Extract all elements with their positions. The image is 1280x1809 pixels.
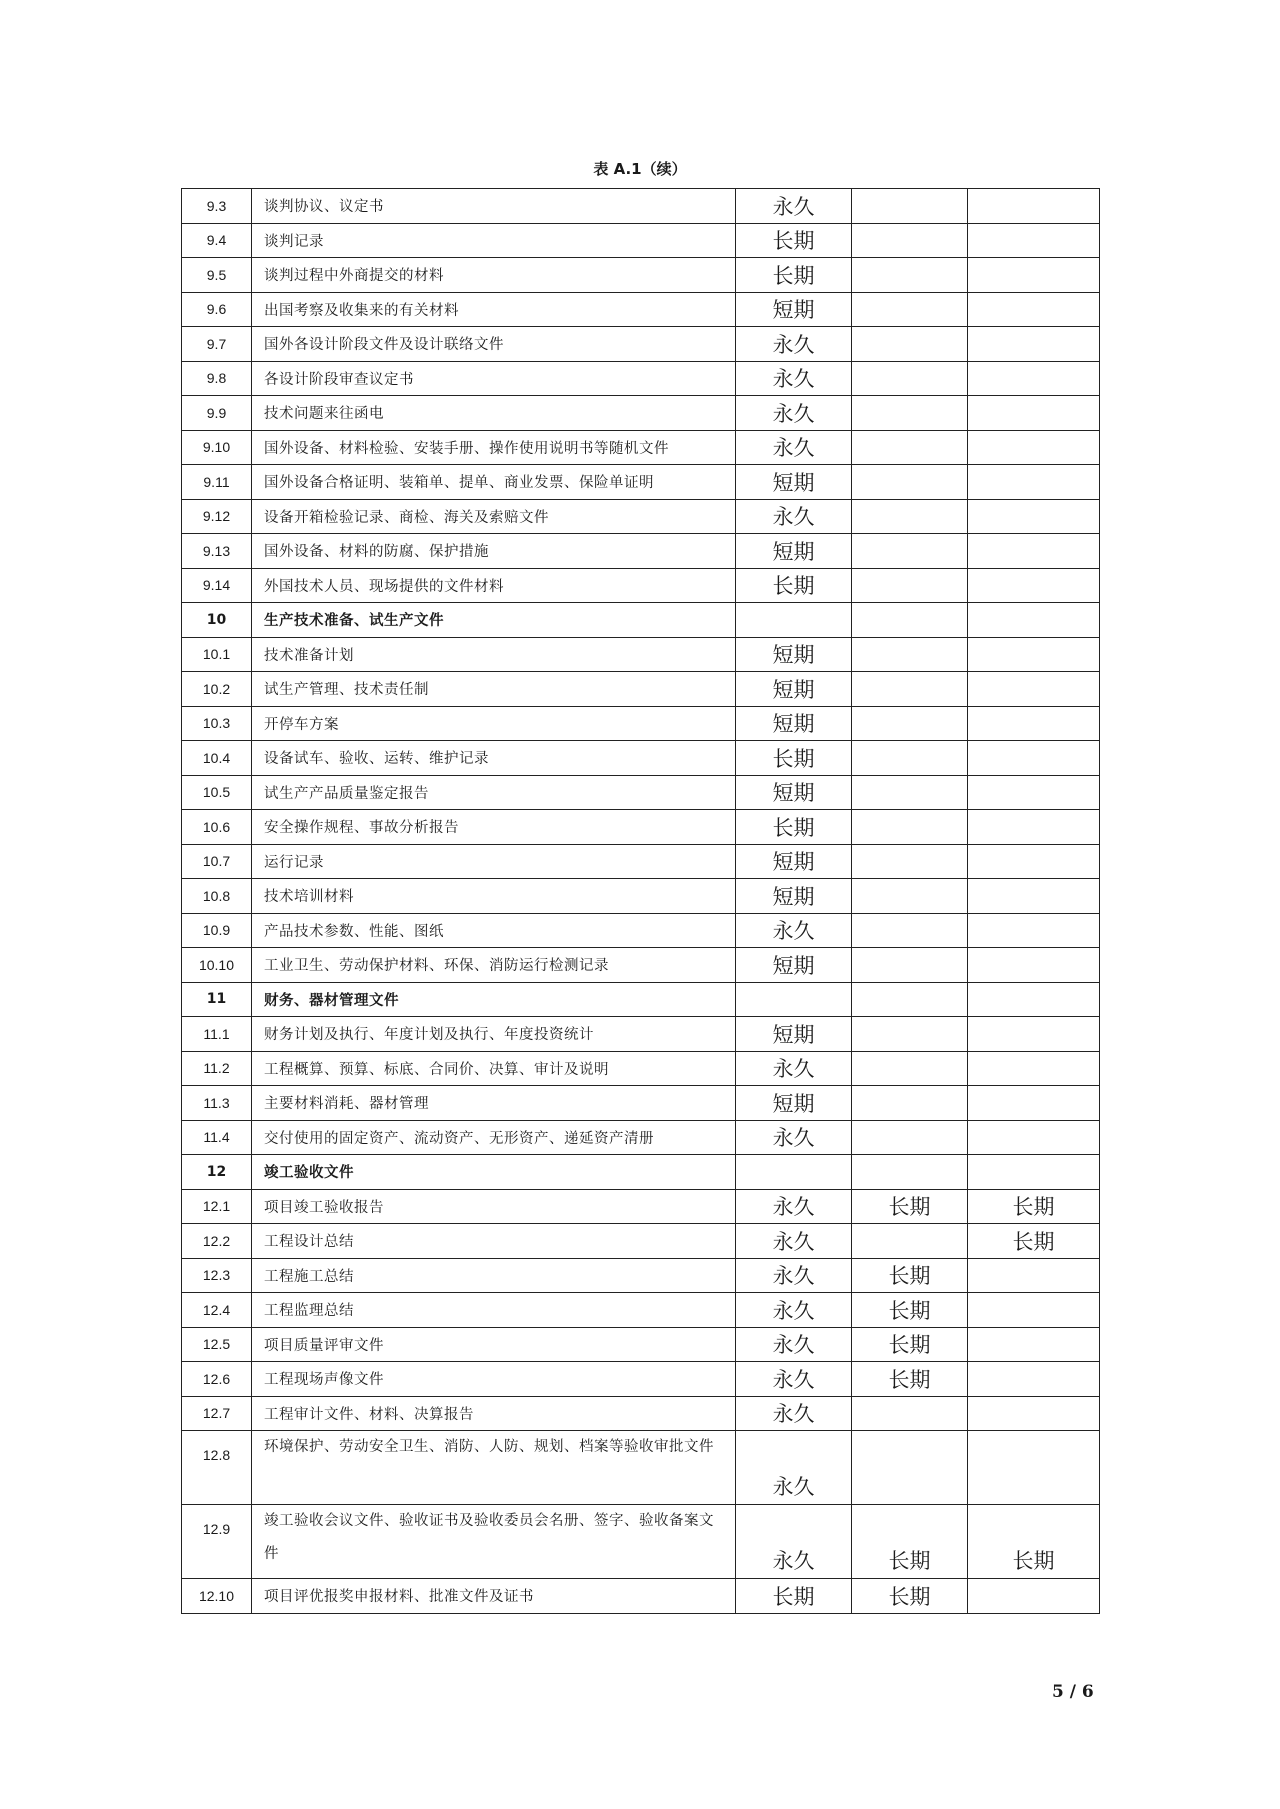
retention-column-3-cell <box>968 1086 1100 1121</box>
retention-column-1-cell: 永久 <box>736 1327 852 1362</box>
table-row <box>182 672 1100 707</box>
retention-column-1-cell: 长期 <box>736 568 852 603</box>
item-description-cell: 工程施工总结 <box>252 1258 736 1293</box>
retention-column-2-cell <box>852 499 968 534</box>
item-number-cell: 9.6 <box>182 292 252 327</box>
item-description-cell: 工业卫生、劳动保护材料、环保、消防运行检测记录 <box>252 948 736 983</box>
item-number-cell: 9.12 <box>182 499 252 534</box>
table-row <box>182 1086 1100 1121</box>
retention-column-3-cell <box>968 982 1100 1017</box>
retention-column-1-cell: 长期 <box>736 810 852 845</box>
item-description-cell: 环境保护、劳动安全卫生、消防、人防、规划、档案等验收审批文件 <box>252 1431 736 1505</box>
table-row <box>182 396 1100 431</box>
item-description-cell: 产品技术参数、性能、图纸 <box>252 913 736 948</box>
retention-column-1-cell: 长期 <box>736 741 852 776</box>
table-row <box>182 223 1100 258</box>
retention-column-1-cell: 短期 <box>736 637 852 672</box>
item-description-cell: 运行记录 <box>252 844 736 879</box>
retention-column-3-cell <box>968 948 1100 983</box>
retention-column-2-cell <box>852 1120 968 1155</box>
retention-column-1-cell: 永久 <box>736 1258 852 1293</box>
table-row <box>182 1431 1100 1505</box>
item-description-cell: 工程设计总结 <box>252 1224 736 1259</box>
retention-column-3-cell <box>968 1362 1100 1397</box>
item-number-cell: 9.11 <box>182 465 252 500</box>
item-number-cell: 9.3 <box>182 189 252 224</box>
retention-column-2-cell <box>852 534 968 569</box>
table-title: 表 A.1（续） <box>593 160 687 178</box>
item-description-cell: 竣工验收文件 <box>252 1155 736 1190</box>
item-description-cell: 设备试车、验收、运转、维护记录 <box>252 741 736 776</box>
retention-column-1-cell: 短期 <box>736 465 852 500</box>
table-row <box>182 189 1100 224</box>
item-description-cell: 技术培训材料 <box>252 879 736 914</box>
retention-column-3-cell <box>968 879 1100 914</box>
retention-column-3-cell <box>968 189 1100 224</box>
retention-column-2-cell: 长期 <box>852 1579 968 1614</box>
retention-column-2-cell <box>852 741 968 776</box>
retention-column-2-cell <box>852 603 968 638</box>
retention-column-2-cell <box>852 258 968 293</box>
retention-column-2-cell <box>852 292 968 327</box>
retention-column-1-cell <box>736 1155 852 1190</box>
retention-column-2-cell: 长期 <box>852 1293 968 1328</box>
item-number-cell: 12.4 <box>182 1293 252 1328</box>
retention-column-1-cell: 永久 <box>736 1189 852 1224</box>
retention-column-3-cell <box>968 223 1100 258</box>
retention-column-3-cell <box>968 465 1100 500</box>
retention-column-3-cell <box>968 1431 1100 1505</box>
retention-column-2-cell <box>852 672 968 707</box>
item-description-cell: 财务计划及执行、年度计划及执行、年度投资统计 <box>252 1017 736 1052</box>
item-description-cell: 国外设备、材料检验、安装手册、操作使用说明书等随机文件 <box>252 430 736 465</box>
table-row <box>182 465 1100 500</box>
retention-column-3-cell <box>968 741 1100 776</box>
retention-column-2-cell <box>852 1051 968 1086</box>
retention-column-3-cell <box>968 603 1100 638</box>
item-number-cell: 9.5 <box>182 258 252 293</box>
item-number-cell: 9.14 <box>182 568 252 603</box>
retention-column-2-cell <box>852 361 968 396</box>
item-number-cell: 10.4 <box>182 741 252 776</box>
item-description-cell: 项目质量评审文件 <box>252 1327 736 1362</box>
item-description-cell: 技术准备计划 <box>252 637 736 672</box>
retention-column-3-cell <box>968 706 1100 741</box>
item-number-cell: 12 <box>182 1155 252 1190</box>
retention-column-2-cell <box>852 1086 968 1121</box>
retention-column-2-cell <box>852 1017 968 1052</box>
item-number-cell: 12.5 <box>182 1327 252 1362</box>
retention-column-1-cell: 永久 <box>736 913 852 948</box>
item-number-cell: 12.10 <box>182 1579 252 1614</box>
table-row <box>182 637 1100 672</box>
item-description-cell: 交付使用的固定资产、流动资产、无形资产、递延资产清册 <box>252 1120 736 1155</box>
item-number-cell: 10.10 <box>182 948 252 983</box>
table-row <box>182 879 1100 914</box>
item-description-cell: 工程现场声像文件 <box>252 1362 736 1397</box>
retention-column-2-cell <box>852 223 968 258</box>
retention-column-3-cell <box>968 672 1100 707</box>
retention-column-2-cell <box>852 844 968 879</box>
retention-column-2-cell <box>852 775 968 810</box>
item-description-cell: 外国技术人员、现场提供的文件材料 <box>252 568 736 603</box>
retention-column-2-cell <box>852 879 968 914</box>
retention-column-3-cell <box>968 1327 1100 1362</box>
retention-column-3-cell <box>968 430 1100 465</box>
item-description-cell: 试生产产品质量鉴定报告 <box>252 775 736 810</box>
item-number-cell: 10.1 <box>182 637 252 672</box>
table-row <box>182 948 1100 983</box>
item-number-cell: 10.3 <box>182 706 252 741</box>
item-description-cell: 谈判记录 <box>252 223 736 258</box>
retention-column-1-cell: 短期 <box>736 879 852 914</box>
retention-column-1-cell: 永久 <box>736 1293 852 1328</box>
retention-column-2-cell <box>852 1431 968 1505</box>
table-row <box>182 1396 1100 1431</box>
retention-column-3-cell <box>968 1017 1100 1052</box>
retention-table <box>181 188 1100 1614</box>
retention-column-3-cell <box>968 361 1100 396</box>
item-number-cell: 9.7 <box>182 327 252 362</box>
retention-column-1-cell: 永久 <box>736 1431 852 1505</box>
section-row <box>182 1155 1100 1190</box>
table-row <box>182 1293 1100 1328</box>
retention-column-1-cell: 永久 <box>736 1120 852 1155</box>
retention-column-1-cell: 永久 <box>736 1505 852 1579</box>
retention-column-3-cell <box>968 1051 1100 1086</box>
item-number-cell: 9.10 <box>182 430 252 465</box>
retention-column-1-cell <box>736 982 852 1017</box>
retention-column-1-cell: 永久 <box>736 1051 852 1086</box>
retention-column-1-cell: 短期 <box>736 948 852 983</box>
table-body <box>182 189 1100 1614</box>
retention-column-2-cell <box>852 1224 968 1259</box>
item-number-cell: 11 <box>182 982 252 1017</box>
item-number-cell: 12.7 <box>182 1396 252 1431</box>
table-row <box>182 1051 1100 1086</box>
item-number-cell: 10.8 <box>182 879 252 914</box>
retention-column-3-cell <box>968 1258 1100 1293</box>
item-description-cell: 工程概算、预算、标底、合同价、决算、审计及说明 <box>252 1051 736 1086</box>
table-row <box>182 361 1100 396</box>
retention-column-3-cell <box>968 810 1100 845</box>
retention-column-3-cell <box>968 1396 1100 1431</box>
retention-column-1-cell: 永久 <box>736 1362 852 1397</box>
table-row <box>182 1017 1100 1052</box>
retention-column-3-cell: 长期 <box>968 1224 1100 1259</box>
retention-column-3-cell: 长期 <box>968 1505 1100 1579</box>
item-description-cell: 国外各设计阶段文件及设计联络文件 <box>252 327 736 362</box>
item-number-cell: 10 <box>182 603 252 638</box>
retention-column-1-cell: 永久 <box>736 361 852 396</box>
retention-column-2-cell <box>852 810 968 845</box>
table-row <box>182 292 1100 327</box>
item-number-cell: 12.6 <box>182 1362 252 1397</box>
item-number-cell: 10.5 <box>182 775 252 810</box>
item-number-cell: 10.6 <box>182 810 252 845</box>
retention-column-2-cell <box>852 1396 968 1431</box>
item-number-cell: 12.2 <box>182 1224 252 1259</box>
retention-column-3-cell: 长期 <box>968 1189 1100 1224</box>
retention-column-2-cell: 长期 <box>852 1327 968 1362</box>
retention-column-1-cell: 短期 <box>736 844 852 879</box>
item-description-cell: 试生产管理、技术责任制 <box>252 672 736 707</box>
item-description-cell: 安全操作规程、事故分析报告 <box>252 810 736 845</box>
retention-column-3-cell <box>968 913 1100 948</box>
retention-column-3-cell <box>968 1120 1100 1155</box>
retention-column-1-cell: 永久 <box>736 499 852 534</box>
retention-column-1-cell: 短期 <box>736 706 852 741</box>
table-row <box>182 706 1100 741</box>
retention-column-2-cell: 长期 <box>852 1362 968 1397</box>
retention-column-2-cell <box>852 465 968 500</box>
table-row <box>182 844 1100 879</box>
retention-column-3-cell <box>968 534 1100 569</box>
item-description-cell: 开停车方案 <box>252 706 736 741</box>
item-description-cell: 谈判过程中外商提交的材料 <box>252 258 736 293</box>
table-row <box>182 499 1100 534</box>
retention-column-1-cell: 短期 <box>736 1017 852 1052</box>
retention-column-3-cell <box>968 637 1100 672</box>
retention-column-1-cell: 短期 <box>736 534 852 569</box>
retention-column-3-cell <box>968 1293 1100 1328</box>
item-number-cell: 12.9 <box>182 1505 252 1579</box>
retention-column-2-cell <box>852 189 968 224</box>
item-description-cell: 工程监理总结 <box>252 1293 736 1328</box>
item-description-cell: 竣工验收会议文件、验收证书及验收委员会名册、签字、验收备案文件 <box>252 1505 736 1579</box>
retention-column-3-cell <box>968 258 1100 293</box>
table-row <box>182 1505 1100 1579</box>
table-row <box>182 1327 1100 1362</box>
retention-column-2-cell: 长期 <box>852 1189 968 1224</box>
retention-column-2-cell <box>852 982 968 1017</box>
item-description-cell: 财务、器材管理文件 <box>252 982 736 1017</box>
retention-column-3-cell <box>968 775 1100 810</box>
item-description-cell: 国外设备合格证明、装箱单、提单、商业发票、保险单证明 <box>252 465 736 500</box>
item-number-cell: 9.8 <box>182 361 252 396</box>
retention-column-1-cell: 长期 <box>736 1579 852 1614</box>
item-description-cell: 技术问题来往函电 <box>252 396 736 431</box>
table-row <box>182 430 1100 465</box>
item-number-cell: 9.4 <box>182 223 252 258</box>
retention-column-3-cell <box>968 844 1100 879</box>
retention-column-1-cell: 短期 <box>736 672 852 707</box>
item-description-cell: 项目评优报奖申报材料、批准文件及证书 <box>252 1579 736 1614</box>
retention-column-3-cell <box>968 1155 1100 1190</box>
retention-column-2-cell <box>852 568 968 603</box>
retention-column-1-cell: 短期 <box>736 775 852 810</box>
retention-column-1-cell <box>736 603 852 638</box>
retention-column-2-cell <box>852 637 968 672</box>
retention-column-1-cell: 长期 <box>736 223 852 258</box>
retention-column-3-cell <box>968 499 1100 534</box>
table-row <box>182 534 1100 569</box>
retention-column-1-cell: 永久 <box>736 327 852 362</box>
table-row <box>182 1224 1100 1259</box>
retention-column-1-cell: 永久 <box>736 430 852 465</box>
item-description-cell: 各设计阶段审查议定书 <box>252 361 736 396</box>
item-description-cell: 国外设备、材料的防腐、保护措施 <box>252 534 736 569</box>
item-number-cell: 11.3 <box>182 1086 252 1121</box>
retention-column-2-cell <box>852 706 968 741</box>
retention-column-1-cell: 长期 <box>736 258 852 293</box>
retention-column-1-cell: 永久 <box>736 1396 852 1431</box>
item-description-cell: 出国考察及收集来的有关材料 <box>252 292 736 327</box>
retention-column-2-cell <box>852 1155 968 1190</box>
item-number-cell: 12.8 <box>182 1431 252 1505</box>
retention-column-3-cell <box>968 1579 1100 1614</box>
table-row <box>182 327 1100 362</box>
item-number-cell: 10.7 <box>182 844 252 879</box>
retention-column-2-cell <box>852 948 968 983</box>
table-row <box>182 1120 1100 1155</box>
retention-column-2-cell <box>852 396 968 431</box>
section-row <box>182 982 1100 1017</box>
page-number: 5 / 6 <box>1052 1682 1094 1702</box>
item-number-cell: 12.1 <box>182 1189 252 1224</box>
table-row <box>182 1258 1100 1293</box>
retention-column-3-cell <box>968 568 1100 603</box>
retention-column-2-cell: 长期 <box>852 1505 968 1579</box>
retention-column-1-cell: 永久 <box>736 189 852 224</box>
table-row <box>182 1579 1100 1614</box>
item-number-cell: 11.1 <box>182 1017 252 1052</box>
item-number-cell: 11.2 <box>182 1051 252 1086</box>
table-row <box>182 258 1100 293</box>
table-row <box>182 1362 1100 1397</box>
item-description-cell: 工程审计文件、材料、决算报告 <box>252 1396 736 1431</box>
item-number-cell: 10.2 <box>182 672 252 707</box>
retention-column-1-cell: 永久 <box>736 396 852 431</box>
item-description-cell: 主要材料消耗、器材管理 <box>252 1086 736 1121</box>
table-row <box>182 810 1100 845</box>
retention-column-1-cell: 短期 <box>736 1086 852 1121</box>
table-row <box>182 775 1100 810</box>
section-row <box>182 603 1100 638</box>
item-number-cell: 9.9 <box>182 396 252 431</box>
table-row <box>182 741 1100 776</box>
retention-column-3-cell <box>968 396 1100 431</box>
item-description-cell: 设备开箱检验记录、商检、海关及索赔文件 <box>252 499 736 534</box>
retention-column-3-cell <box>968 292 1100 327</box>
retention-column-1-cell: 永久 <box>736 1224 852 1259</box>
table-row <box>182 1189 1100 1224</box>
table-row <box>182 568 1100 603</box>
item-number-cell: 12.3 <box>182 1258 252 1293</box>
retention-column-3-cell <box>968 327 1100 362</box>
item-description-cell: 项目竣工验收报告 <box>252 1189 736 1224</box>
retention-column-2-cell <box>852 327 968 362</box>
table-row <box>182 913 1100 948</box>
retention-column-2-cell <box>852 430 968 465</box>
item-number-cell: 11.4 <box>182 1120 252 1155</box>
retention-column-2-cell <box>852 913 968 948</box>
item-description-cell: 谈判协议、议定书 <box>252 189 736 224</box>
item-number-cell: 10.9 <box>182 913 252 948</box>
retention-column-2-cell: 长期 <box>852 1258 968 1293</box>
item-number-cell: 9.13 <box>182 534 252 569</box>
item-description-cell: 生产技术准备、试生产文件 <box>252 603 736 638</box>
retention-column-1-cell: 短期 <box>736 292 852 327</box>
